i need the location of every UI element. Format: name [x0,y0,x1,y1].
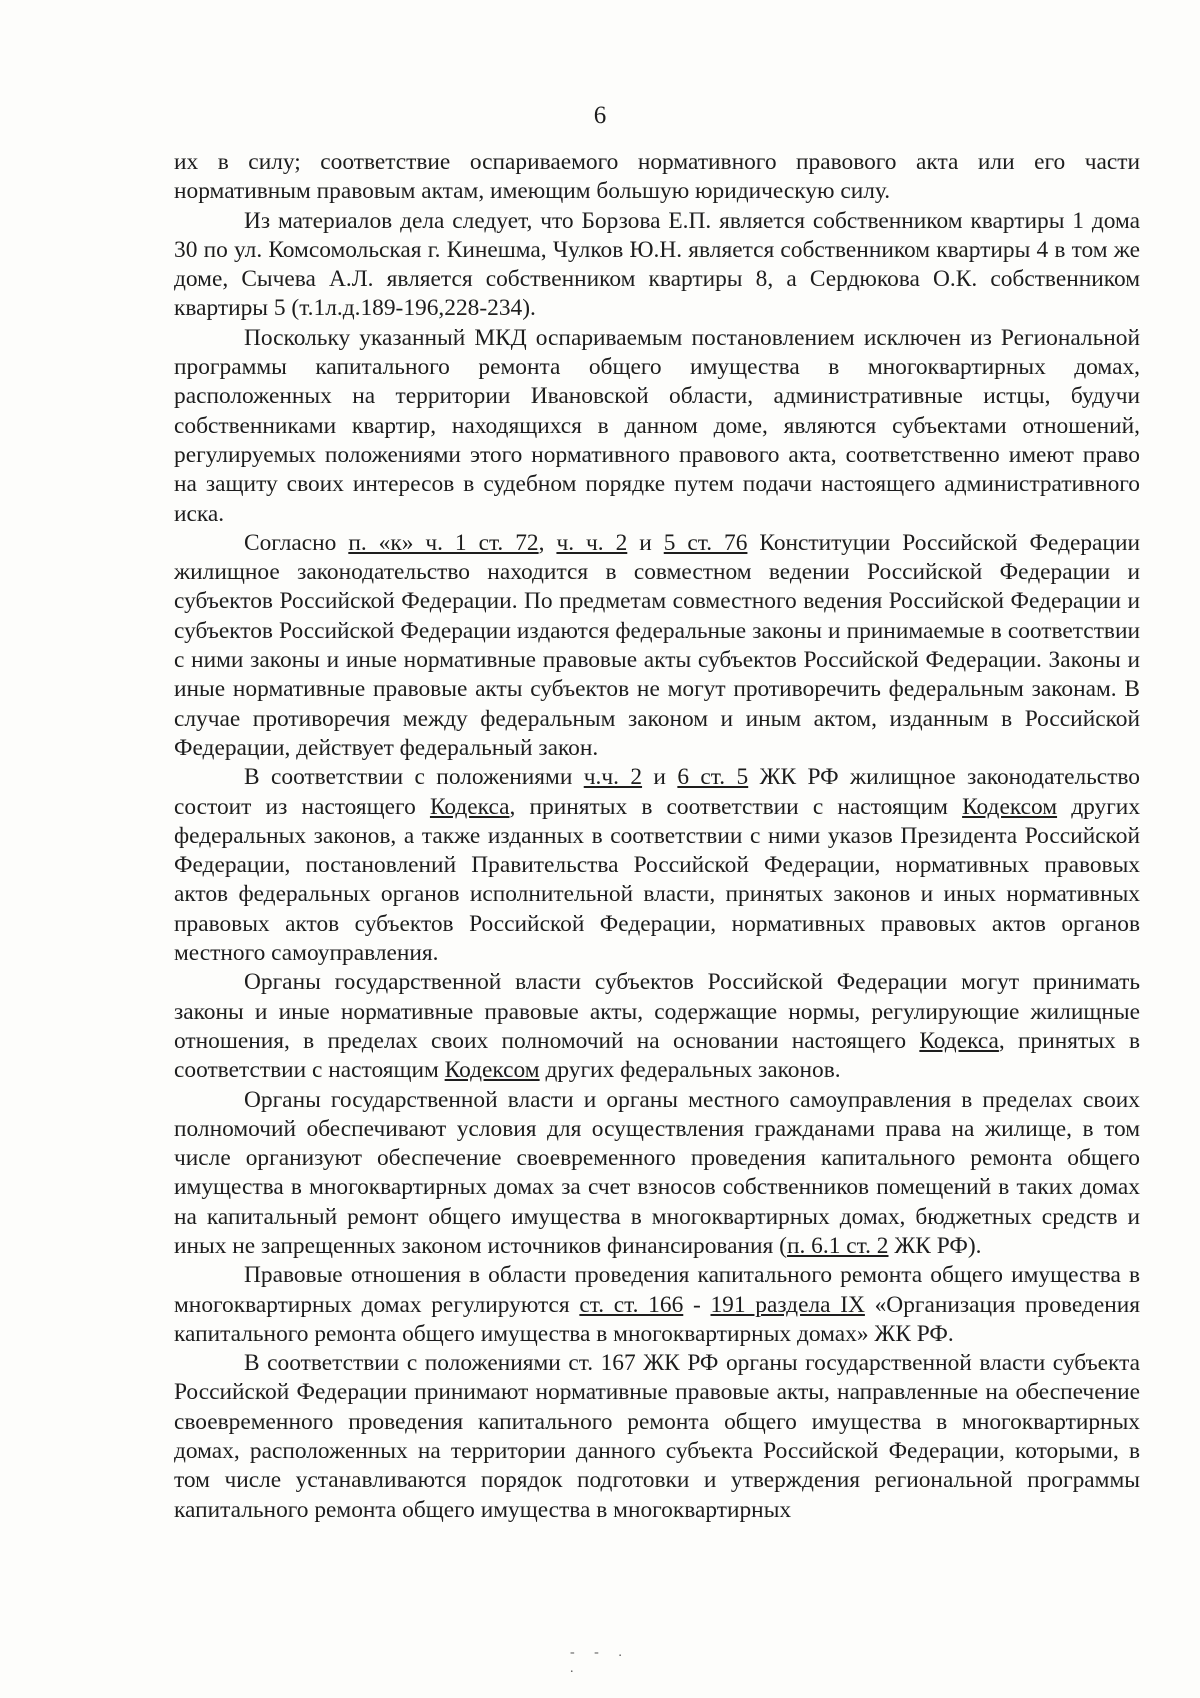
paragraph-text: других федеральных законов. [539,1057,841,1084]
paragraph [174,968,1140,1085]
legal-reference-link[interactable]: п. 6.1 ст. 2 [786,1232,889,1259]
scan-artifact: - - . . [570,1645,630,1676]
paragraph-text: Конституции Российской Федерации жилищное законодательство находится в совместном ведении Российской Федерации и субъектов Российской Федерации. По предметам совместного ведения Российской Федерации и субъектов Российской Федерации издаются федеральные законы и принимаемые в соответствии с ними законы и иные нормативные правовые акты субъектов Российской Федерации. Законы и иные нормативные правовые акты субъектов не могут противоречить федеральным законам. В случае противоречия между федеральным законом и иным актом, изданным в Российской Федерации, действует федеральный закон. [174,529,1140,761]
paragraph-text: Правовые отношения в области проведения капитального ремонта общего имущества в многоквартирных домах регулируются [174,1262,1140,1318]
paragraph-text: В соответствии с положениями ст. 167 ЖК РФ органы государственной власти субъекта Российской Федерации принимают нормативные правовые акты, направленные на обеспечение своевременного проведения капитального ремонта общего имущества в многоквартирных домах, расположенных на территории данного субъекта Российской Федерации, которыми, в том числе устанавливаются порядок подготовки и утверждения региональной программы капитального ремонта общего имущества в многоквартирных [174,1350,1140,1523]
paragraph-text: и [642,764,678,791]
paragraph-text: Из материалов дела следует, что Борзова Е.П. является собственником квартиры 1 дома 30 по ул. Комсомольская г. Кинешма, Чулков Ю.Н. является собственником квартиры 4 в том же доме, Сычева А.Л. является собственником квартиры 8, а Сердюкова О.К. собственником квартиры 5 (т.1л.д.189-196,228-234). [174,207,1140,322]
legal-reference-link[interactable]: 191 раздела IX [710,1291,865,1318]
paragraph-text: В соответствии с положениями [244,764,584,791]
legal-reference-link[interactable]: ч. ч. 2 [556,529,628,556]
legal-reference-link[interactable]: Кодекса [429,793,510,820]
paragraph [174,148,1140,207]
paragraph-text: их в силу; соответствие оспариваемого нормативного правового акта или его части нормативным правовым актам, имеющим большую юридическую силу. [174,149,1140,205]
legal-reference-link[interactable]: ст. ст. 166 [579,1291,684,1318]
paragraph-text: ЖК РФ жилищное законодательство состоит из настоящего [174,764,1140,820]
paragraph-text: - [683,1291,711,1318]
paragraph-text: , [538,529,557,556]
paragraph-text: «Организация проведения капитального ремонта общего имущества в многоквартирных домах» ЖК РФ. [174,1291,1140,1347]
legal-reference-link[interactable]: 6 ст. 5 [677,764,749,791]
paragraph [174,763,1140,968]
paragraph-text: Поскольку указанный МКД оспариваемым постановлением исключен из Региональной программы капитального ремонта общего имущества в многоквартирных домах, расположенных на территории Ивановской области, административные истцы, будучи собственниками квартир, находящихся в данном доме, являются субъектами отношений, регулируемых положениями этого нормативного правового акта, соответственно имеют право на защиту своих интересов в судебном порядке путем подачи настоящего административного иска. [174,324,1140,527]
legal-reference-link[interactable]: п. «к» ч. 1 ст. 72 [348,529,539,556]
paragraph [174,529,1140,763]
paragraph [174,324,1140,529]
paragraph-text: и [627,529,664,556]
paragraph [174,207,1140,324]
paragraph [174,1349,1140,1525]
legal-reference-link[interactable]: 5 ст. 76 [663,529,748,556]
legal-reference-link[interactable]: Кодексом [962,793,1058,820]
paragraph [174,1086,1140,1262]
page-number: 6 [593,102,607,129]
paragraph-text: , принятых в соответствии с настоящим [174,1027,1140,1084]
legal-reference-link[interactable]: Кодексом [444,1057,540,1084]
paragraph-text: Согласно [244,529,349,556]
document-body [174,148,1140,1525]
paragraph-text: Органы государственной власти субъектов Российской Федерации могут принимать законы и иные нормативные правовые акты, содержащие нормы, регулирующие жилищные отношения, в пределах своих полномочий на основании настоящего [174,969,1140,1054]
paragraph-text: ЖК РФ). [888,1232,982,1259]
paragraph [174,1261,1140,1349]
legal-reference-link[interactable]: Кодекса [919,1027,999,1054]
paragraph-text: других федеральных законов, а также изданных в соответствии с ними указов Президента Российской Федерации, постановлений Правительства Российской Федерации, нормативных правовых актов федеральных органов исполнительной власти, принятых законов и иных нормативных правовых актов субъектов Российской Федерации, нормативных правовых актов органов местного самоуправления. [174,793,1141,967]
paragraph-text: , принятых в соответствии с настоящим [509,793,963,820]
paragraph-text: Органы государственной власти и органы местного самоуправления в пределах своих полномочий обеспечивают условия для осуществления гражданами права на жилище, в том числе организуют обеспечение своевременного проведения капитального ремонта общего имущества в многоквартирных домах за счет взносов собственников помещений в таких домах на капитальный ремонт общего имущества в многоквартирных домах, бюджетных средств и иных не запрещенных законом источников финансирования ( [174,1086,1140,1259]
legal-reference-link[interactable]: ч.ч. 2 [583,764,643,791]
